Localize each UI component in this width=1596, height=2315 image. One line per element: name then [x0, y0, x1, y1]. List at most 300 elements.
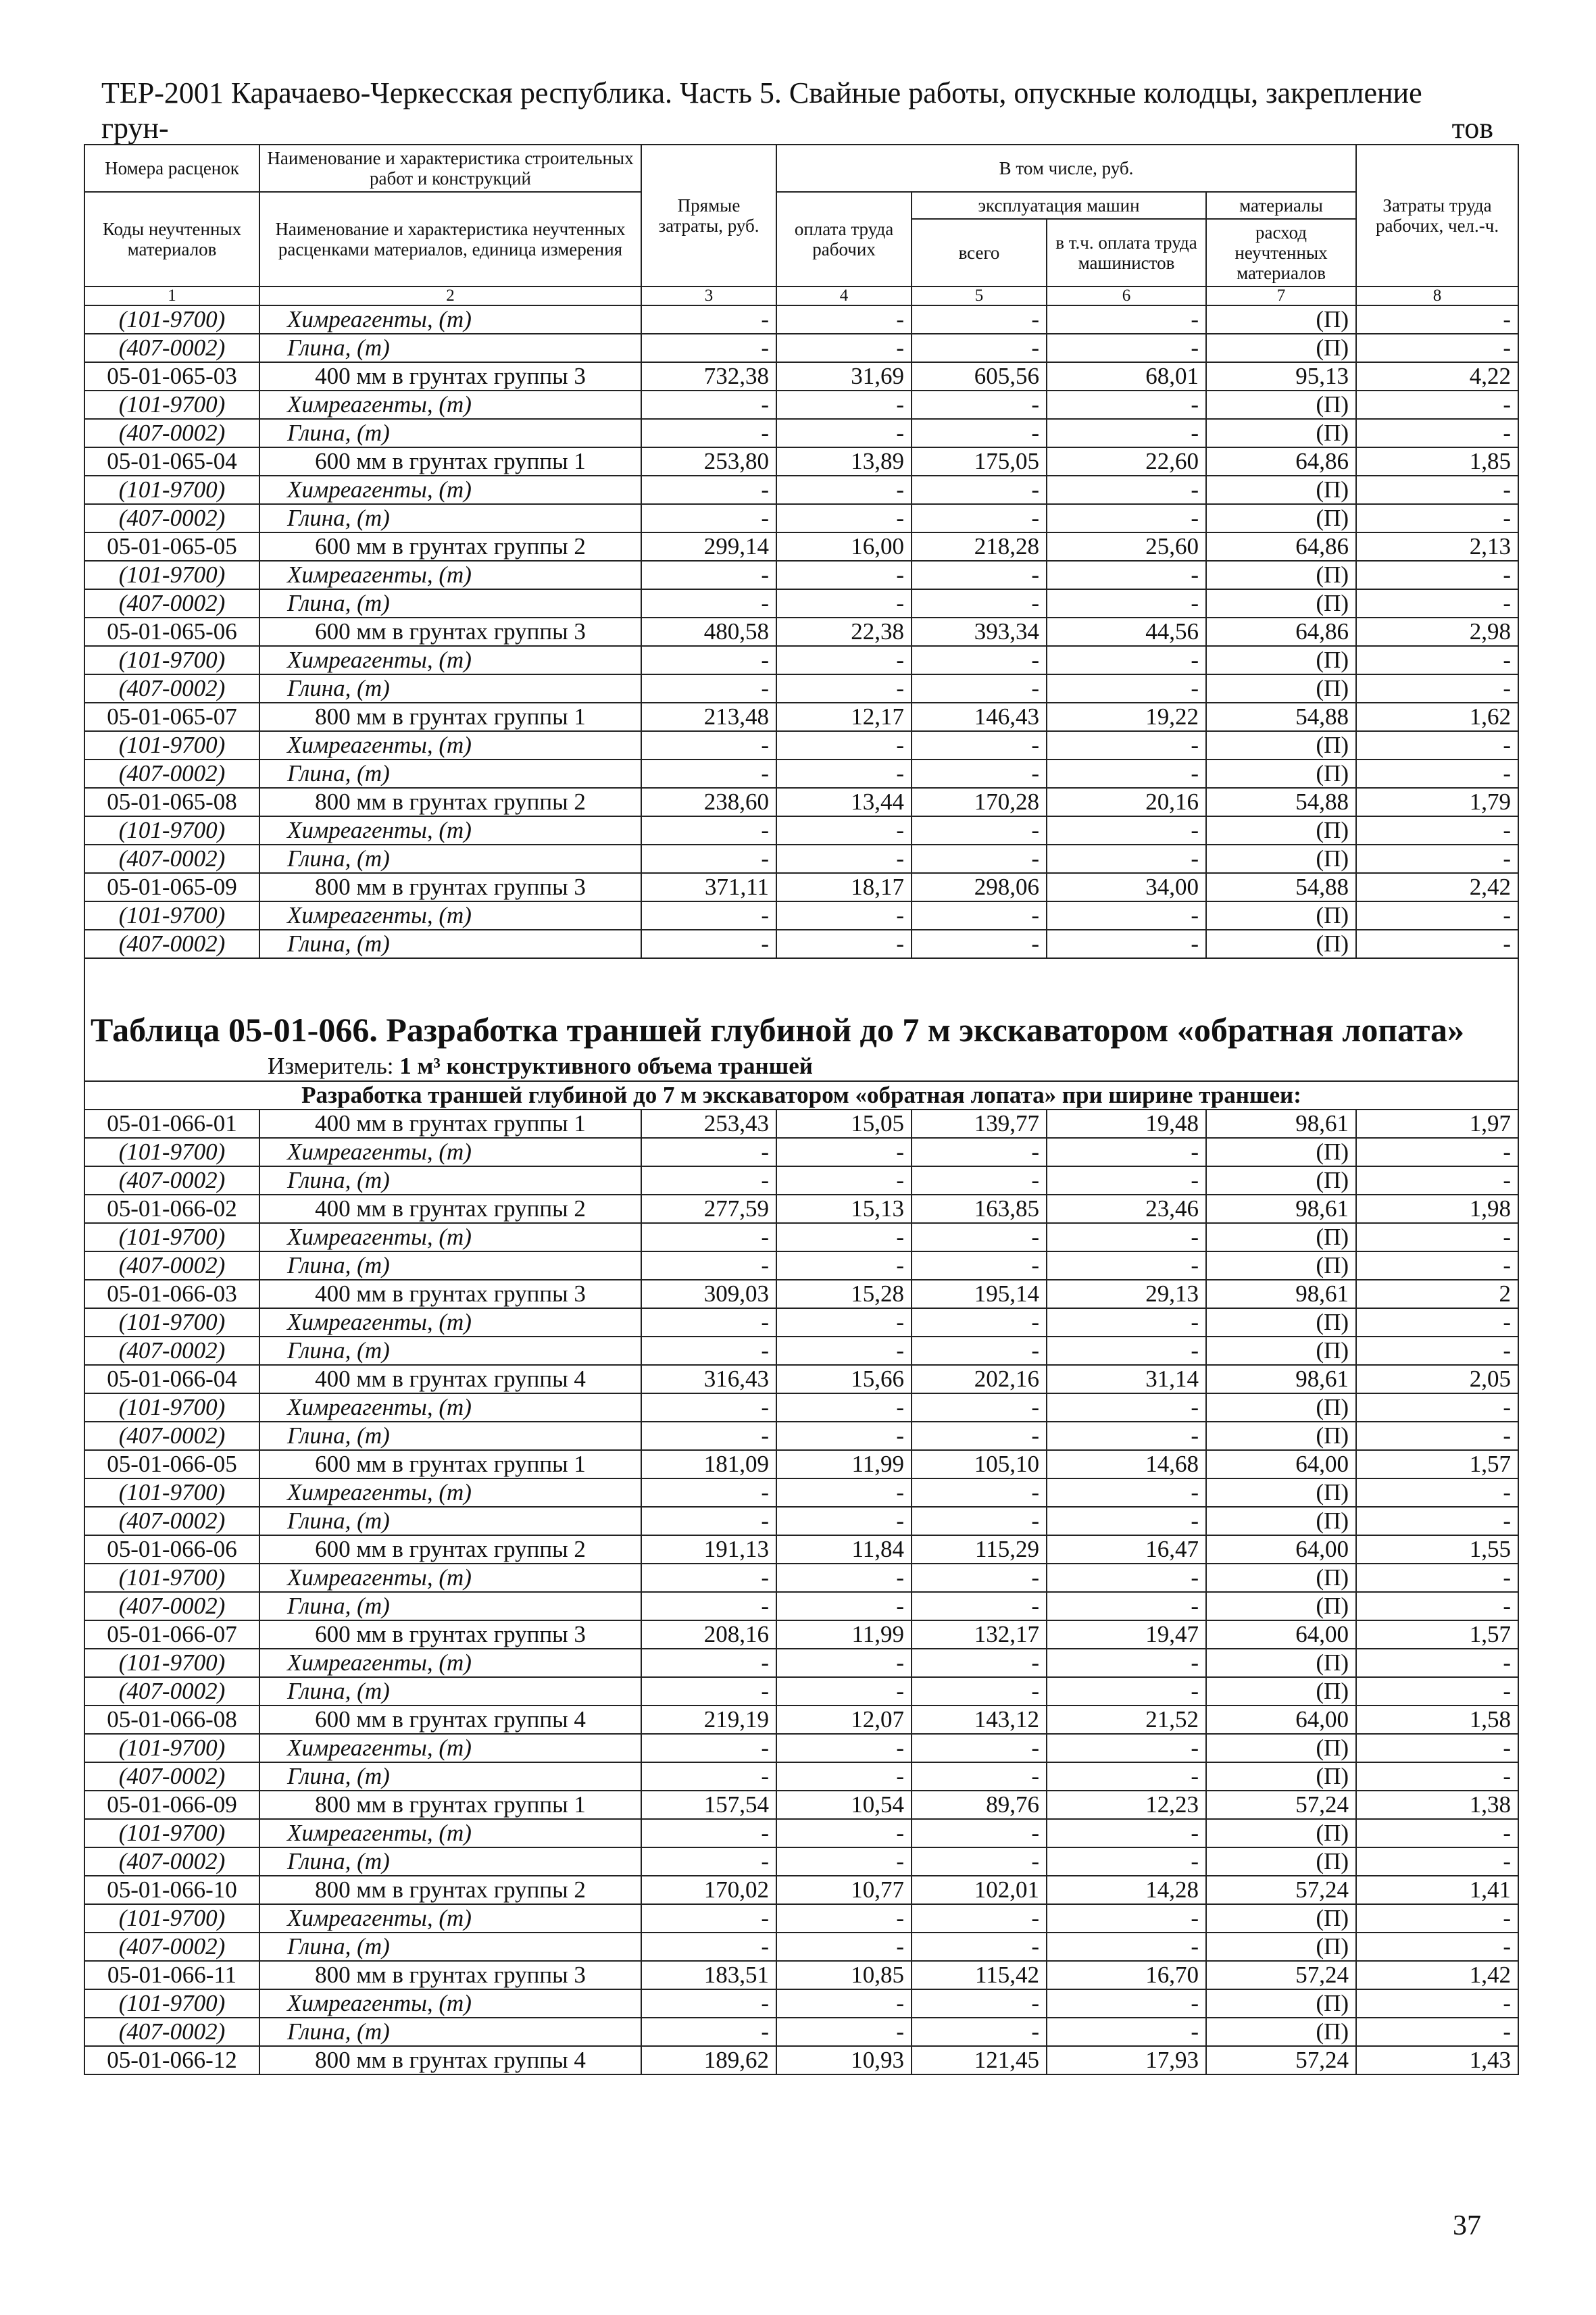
material-name: Глина, (т) [259, 845, 641, 873]
material-name: Глина, (т) [259, 419, 641, 447]
value-cell: - [641, 674, 776, 703]
value-cell: - [1356, 646, 1518, 674]
meter-line [84, 1052, 1518, 1081]
material-code: (101-9700) [84, 731, 259, 760]
spacer-cell [84, 958, 1518, 1007]
value-cell: 1,57 [1356, 1450, 1518, 1478]
value-cell: - [912, 1734, 1047, 1762]
material-row [84, 1478, 1518, 1507]
material-row [84, 1507, 1518, 1535]
material-code: (101-9700) [84, 1904, 259, 1933]
value-cell: - [776, 1138, 912, 1166]
value-cell: 64,00 [1206, 1450, 1356, 1478]
value-cell: - [912, 816, 1047, 845]
value-cell: (П) [1206, 334, 1356, 362]
rate-row [84, 1280, 1518, 1308]
rate-row [84, 1876, 1518, 1904]
column-number: 4 [776, 287, 912, 305]
material-name: Глина, (т) [259, 1762, 641, 1791]
value-cell: - [1356, 561, 1518, 589]
value-cell: - [776, 305, 912, 334]
material-name: Глина, (т) [259, 1251, 641, 1280]
value-cell: - [776, 1989, 912, 2018]
value-cell: 1,58 [1356, 1706, 1518, 1734]
value-cell: 25,60 [1047, 532, 1206, 561]
value-cell: 299,14 [641, 532, 776, 561]
work-name: 600 мм в грунтах группы 4 [259, 1706, 641, 1734]
rate-row [84, 618, 1518, 646]
material-code: (101-9700) [84, 1819, 259, 1847]
value-cell: 157,54 [641, 1791, 776, 1819]
value-cell: 1,42 [1356, 1961, 1518, 1989]
value-cell: 10,85 [776, 1961, 912, 1989]
page-header-line2: тов [1451, 111, 1493, 145]
section-header: Разработка траншей глубиной до 7 м экскаватором «обратная лопата» при ширине траншеи: [84, 1081, 1518, 1110]
value-cell: 208,16 [641, 1620, 776, 1649]
value-cell: (П) [1206, 901, 1356, 930]
value-cell: 1,98 [1356, 1195, 1518, 1223]
value-cell: - [1356, 1166, 1518, 1195]
value-cell: - [1356, 1223, 1518, 1251]
value-cell: - [1047, 1422, 1206, 1450]
material-code: (407-0002) [84, 334, 259, 362]
material-code: (101-9700) [84, 1223, 259, 1251]
header-incl-mach: в т.ч. оплата труда машинистов [1047, 219, 1206, 287]
material-code: (407-0002) [84, 1933, 259, 1961]
rate-code: 05-01-066-03 [84, 1280, 259, 1308]
material-code: (407-0002) [84, 1677, 259, 1706]
value-cell: 480,58 [641, 618, 776, 646]
value-cell: - [1356, 674, 1518, 703]
value-cell: 2,05 [1356, 1365, 1518, 1393]
rate-row [84, 1450, 1518, 1478]
value-cell: - [641, 1337, 776, 1365]
value-cell: - [1356, 1933, 1518, 1961]
value-cell: 2,98 [1356, 618, 1518, 646]
value-cell: 22,38 [776, 618, 912, 646]
value-cell: 195,14 [912, 1280, 1047, 1308]
material-name: Химреагенты, (т) [259, 1393, 641, 1422]
value-cell: 115,42 [912, 1961, 1047, 1989]
value-cell: 31,69 [776, 362, 912, 391]
value-cell: - [1047, 1933, 1206, 1961]
value-cell: - [776, 1422, 912, 1450]
value-cell: - [1047, 561, 1206, 589]
value-cell: - [1047, 1166, 1206, 1195]
value-cell: - [1356, 1507, 1518, 1535]
value-cell: 15,66 [776, 1365, 912, 1393]
value-cell: - [1356, 1422, 1518, 1450]
value-cell: (П) [1206, 731, 1356, 760]
value-cell: 309,03 [641, 1280, 776, 1308]
value-cell: - [776, 1337, 912, 1365]
value-cell: 95,13 [1206, 362, 1356, 391]
value-cell: - [912, 1337, 1047, 1365]
material-code: (407-0002) [84, 760, 259, 788]
value-cell: (П) [1206, 1904, 1356, 1933]
value-cell: (П) [1206, 930, 1356, 958]
material-code: (101-9700) [84, 646, 259, 674]
value-cell: - [912, 305, 1047, 334]
material-row [84, 1933, 1518, 1961]
value-cell: - [776, 1223, 912, 1251]
value-cell: - [912, 1223, 1047, 1251]
value-cell: - [912, 589, 1047, 618]
material-row [84, 845, 1518, 873]
material-row [84, 1649, 1518, 1677]
value-cell: - [912, 2018, 1047, 2046]
value-cell: - [641, 646, 776, 674]
value-cell: 54,88 [1206, 703, 1356, 731]
value-cell: - [1047, 816, 1206, 845]
material-name: Глина, (т) [259, 1847, 641, 1876]
header-machines: эксплуатация машин [912, 192, 1206, 219]
material-row [84, 419, 1518, 447]
work-name: 600 мм в грунтах группы 2 [259, 532, 641, 561]
header-name: Наименование и характеристика строительных работ и конструкций [259, 145, 641, 192]
value-cell: - [912, 1478, 1047, 1507]
material-row [84, 674, 1518, 703]
value-cell: - [776, 1393, 912, 1422]
material-row [84, 334, 1518, 362]
material-row [84, 391, 1518, 419]
work-name: 800 мм в грунтах группы 3 [259, 873, 641, 901]
value-cell: - [1047, 419, 1206, 447]
value-cell: - [1047, 1677, 1206, 1706]
value-cell: 98,61 [1206, 1280, 1356, 1308]
value-cell: 64,86 [1206, 532, 1356, 561]
material-row [84, 476, 1518, 504]
rate-code: 05-01-065-04 [84, 447, 259, 476]
value-cell: 10,93 [776, 2046, 912, 2074]
material-code: (407-0002) [84, 1422, 259, 1450]
material-code: (101-9700) [84, 901, 259, 930]
material-code: (407-0002) [84, 504, 259, 532]
material-row [84, 1734, 1518, 1762]
value-cell: - [912, 1762, 1047, 1791]
value-cell: 10,54 [776, 1791, 912, 1819]
material-row [84, 1592, 1518, 1620]
material-name: Химреагенты, (т) [259, 1564, 641, 1592]
value-cell: 732,38 [641, 362, 776, 391]
value-cell: - [776, 760, 912, 788]
material-code: (101-9700) [84, 1393, 259, 1422]
value-cell: (П) [1206, 391, 1356, 419]
page-number: 37 [1453, 2210, 1481, 2241]
value-cell: - [776, 589, 912, 618]
value-cell: - [641, 2018, 776, 2046]
value-cell: - [641, 561, 776, 589]
rate-code: 05-01-066-11 [84, 1961, 259, 1989]
value-cell: 64,86 [1206, 618, 1356, 646]
rate-code: 05-01-065-05 [84, 532, 259, 561]
value-cell: - [776, 1592, 912, 1620]
value-cell: 1,97 [1356, 1110, 1518, 1138]
rate-row [84, 788, 1518, 816]
material-row [84, 1337, 1518, 1365]
value-cell: - [1356, 1819, 1518, 1847]
table-066-heading [84, 958, 1518, 1110]
value-cell: (П) [1206, 1592, 1356, 1620]
value-cell: - [776, 1762, 912, 1791]
value-cell: - [912, 760, 1047, 788]
material-code: (407-0002) [84, 1166, 259, 1195]
value-cell: - [776, 1166, 912, 1195]
column-number: 8 [1356, 287, 1518, 305]
value-cell: 12,07 [776, 1706, 912, 1734]
value-cell: 16,70 [1047, 1961, 1206, 1989]
value-cell: 277,59 [641, 1195, 776, 1223]
value-cell: - [1356, 504, 1518, 532]
rate-row [84, 1791, 1518, 1819]
value-cell: - [1356, 760, 1518, 788]
material-row [84, 1989, 1518, 2018]
value-cell: (П) [1206, 1251, 1356, 1280]
value-cell: 14,68 [1047, 1450, 1206, 1478]
value-cell: (П) [1206, 1933, 1356, 1961]
rate-row [84, 1706, 1518, 1734]
rate-code: 05-01-065-07 [84, 703, 259, 731]
value-cell: 1,38 [1356, 1791, 1518, 1819]
value-cell: - [641, 1223, 776, 1251]
meter-value: 1 м³ конструктивного объема траншей [399, 1053, 813, 1079]
rate-code: 05-01-066-09 [84, 1791, 259, 1819]
value-cell: (П) [1206, 1649, 1356, 1677]
value-cell: - [641, 1933, 776, 1961]
material-row [84, 561, 1518, 589]
work-name: 800 мм в грунтах группы 2 [259, 788, 641, 816]
column-number: 5 [912, 287, 1047, 305]
value-cell: (П) [1206, 1734, 1356, 1762]
work-name: 800 мм в грунтах группы 1 [259, 1791, 641, 1819]
material-row [84, 1677, 1518, 1706]
value-cell: - [912, 1592, 1047, 1620]
work-name: 600 мм в грунтах группы 2 [259, 1535, 641, 1564]
material-code: (407-0002) [84, 674, 259, 703]
value-cell: - [1356, 1847, 1518, 1876]
value-cell: 54,88 [1206, 873, 1356, 901]
value-cell: 18,17 [776, 873, 912, 901]
material-name: Химреагенты, (т) [259, 305, 641, 334]
value-cell: 218,28 [912, 532, 1047, 561]
rate-code: 05-01-065-03 [84, 362, 259, 391]
material-row [84, 1847, 1518, 1876]
rate-row [84, 1110, 1518, 1138]
material-name: Глина, (т) [259, 674, 641, 703]
value-cell: 238,60 [641, 788, 776, 816]
work-name: 400 мм в грунтах группы 4 [259, 1365, 641, 1393]
value-cell: 170,02 [641, 1876, 776, 1904]
value-cell: - [641, 589, 776, 618]
value-cell: - [1356, 1762, 1518, 1791]
value-cell: - [641, 1393, 776, 1422]
value-cell: - [641, 1762, 776, 1791]
value-cell: 143,12 [912, 1706, 1047, 1734]
value-cell: - [641, 1308, 776, 1337]
value-cell: 68,01 [1047, 362, 1206, 391]
work-name: 800 мм в грунтах группы 2 [259, 1876, 641, 1904]
value-cell: - [776, 731, 912, 760]
value-cell: 371,11 [641, 873, 776, 901]
material-row [84, 1166, 1518, 1195]
value-cell: - [1356, 1138, 1518, 1166]
material-row [84, 930, 1518, 958]
rate-code: 05-01-066-02 [84, 1195, 259, 1223]
material-name: Химреагенты, (т) [259, 1904, 641, 1933]
material-row [84, 1393, 1518, 1422]
value-cell: - [1356, 1649, 1518, 1677]
value-cell: 115,29 [912, 1535, 1047, 1564]
value-cell: 1,55 [1356, 1535, 1518, 1564]
value-cell: - [641, 1904, 776, 1933]
value-cell: - [1047, 1592, 1206, 1620]
value-cell: - [641, 334, 776, 362]
value-cell: (П) [1206, 845, 1356, 873]
value-cell: - [1356, 1564, 1518, 1592]
value-cell: - [1356, 930, 1518, 958]
rate-row [84, 1365, 1518, 1393]
material-name: Глина, (т) [259, 334, 641, 362]
material-code: (101-9700) [84, 816, 259, 845]
value-cell: - [1356, 305, 1518, 334]
value-cell: 57,24 [1206, 2046, 1356, 2074]
rate-row [84, 703, 1518, 731]
value-cell: - [1356, 476, 1518, 504]
material-name: Химреагенты, (т) [259, 1649, 641, 1677]
value-cell: - [1047, 2018, 1206, 2046]
material-code: (101-9700) [84, 305, 259, 334]
value-cell: 253,43 [641, 1110, 776, 1138]
material-row [84, 731, 1518, 760]
work-name: 600 мм в грунтах группы 3 [259, 618, 641, 646]
value-cell: - [641, 816, 776, 845]
material-name: Глина, (т) [259, 1422, 641, 1450]
rate-row [84, 447, 1518, 476]
material-row [84, 589, 1518, 618]
work-name: 400 мм в грунтах группы 3 [259, 362, 641, 391]
value-cell: 89,76 [912, 1791, 1047, 1819]
material-name: Химреагенты, (т) [259, 1478, 641, 1507]
value-cell: - [912, 1138, 1047, 1166]
value-cell: 1,79 [1356, 788, 1518, 816]
material-code: (101-9700) [84, 1649, 259, 1677]
value-cell: - [776, 504, 912, 532]
material-row [84, 901, 1518, 930]
rate-row [84, 1961, 1518, 1989]
value-cell: - [1356, 1251, 1518, 1280]
material-name: Химреагенты, (т) [259, 731, 641, 760]
material-name: Глина, (т) [259, 1592, 641, 1620]
material-name: Глина, (т) [259, 1166, 641, 1195]
material-name: Химреагенты, (т) [259, 476, 641, 504]
value-cell: (П) [1206, 1138, 1356, 1166]
value-cell: 57,24 [1206, 1876, 1356, 1904]
value-cell: - [776, 930, 912, 958]
value-cell: - [776, 476, 912, 504]
value-cell: 170,28 [912, 788, 1047, 816]
value-cell: (П) [1206, 589, 1356, 618]
value-cell: 13,89 [776, 447, 912, 476]
value-cell: - [641, 1677, 776, 1706]
value-cell: 2,42 [1356, 873, 1518, 901]
work-name: 600 мм в грунтах группы 3 [259, 1620, 641, 1649]
value-cell: - [912, 1677, 1047, 1706]
rate-code: 05-01-066-07 [84, 1620, 259, 1649]
material-name: Химреагенты, (т) [259, 1223, 641, 1251]
value-cell: (П) [1206, 1819, 1356, 1847]
value-cell: 64,00 [1206, 1620, 1356, 1649]
value-cell: - [776, 1564, 912, 1592]
value-cell: 13,44 [776, 788, 912, 816]
value-cell: 23,46 [1047, 1195, 1206, 1223]
value-cell: - [776, 1507, 912, 1535]
material-code: (101-9700) [84, 391, 259, 419]
material-row [84, 1251, 1518, 1280]
header-materials: материалы [1206, 192, 1356, 219]
material-code: (407-0002) [84, 1507, 259, 1535]
value-cell: (П) [1206, 1478, 1356, 1507]
value-cell: - [641, 1138, 776, 1166]
material-code: (101-9700) [84, 1308, 259, 1337]
material-code: (407-0002) [84, 930, 259, 958]
value-cell: 11,99 [776, 1620, 912, 1649]
material-code: (101-9700) [84, 1478, 259, 1507]
column-number: 2 [259, 287, 641, 305]
work-name: 800 мм в грунтах группы 3 [259, 1961, 641, 1989]
value-cell: 105,10 [912, 1450, 1047, 1478]
value-cell: - [641, 1649, 776, 1677]
value-cell: - [912, 1166, 1047, 1195]
header-incl: В том числе, руб. [776, 145, 1356, 192]
material-name: Глина, (т) [259, 2018, 641, 2046]
rate-row [84, 532, 1518, 561]
value-cell: - [641, 1422, 776, 1450]
material-code: (101-9700) [84, 1138, 259, 1166]
rate-code: 05-01-066-04 [84, 1365, 259, 1393]
header-pay: оплата труда рабочих [776, 192, 912, 287]
value-cell: - [776, 1677, 912, 1706]
material-code: (407-0002) [84, 1251, 259, 1280]
value-cell: - [912, 419, 1047, 447]
value-cell: 15,28 [776, 1280, 912, 1308]
material-name: Химреагенты, (т) [259, 1989, 641, 2018]
value-cell: - [641, 1478, 776, 1507]
material-name: Глина, (т) [259, 760, 641, 788]
value-cell: 20,16 [1047, 788, 1206, 816]
material-name: Глина, (т) [259, 1507, 641, 1535]
value-cell: 4,22 [1356, 362, 1518, 391]
value-cell: 191,13 [641, 1535, 776, 1564]
value-cell: 57,24 [1206, 1791, 1356, 1819]
value-cell: - [912, 1422, 1047, 1450]
column-number: 3 [641, 287, 776, 305]
header-name2: Наименование и характеристика неучтенных расценками материалов, единица измерения [259, 192, 641, 287]
value-cell: (П) [1206, 476, 1356, 504]
material-row [84, 504, 1518, 532]
rates-table [84, 144, 1519, 2075]
value-cell: - [1047, 1649, 1206, 1677]
material-name: Глина, (т) [259, 504, 641, 532]
rate-code: 05-01-065-08 [84, 788, 259, 816]
value-cell: - [1047, 1847, 1206, 1876]
material-row [84, 2018, 1518, 2046]
value-cell: - [912, 391, 1047, 419]
material-name: Химреагенты, (т) [259, 1308, 641, 1337]
value-cell: - [1047, 1308, 1206, 1337]
value-cell: - [1047, 1478, 1206, 1507]
value-cell: 213,48 [641, 703, 776, 731]
material-row [84, 1564, 1518, 1592]
